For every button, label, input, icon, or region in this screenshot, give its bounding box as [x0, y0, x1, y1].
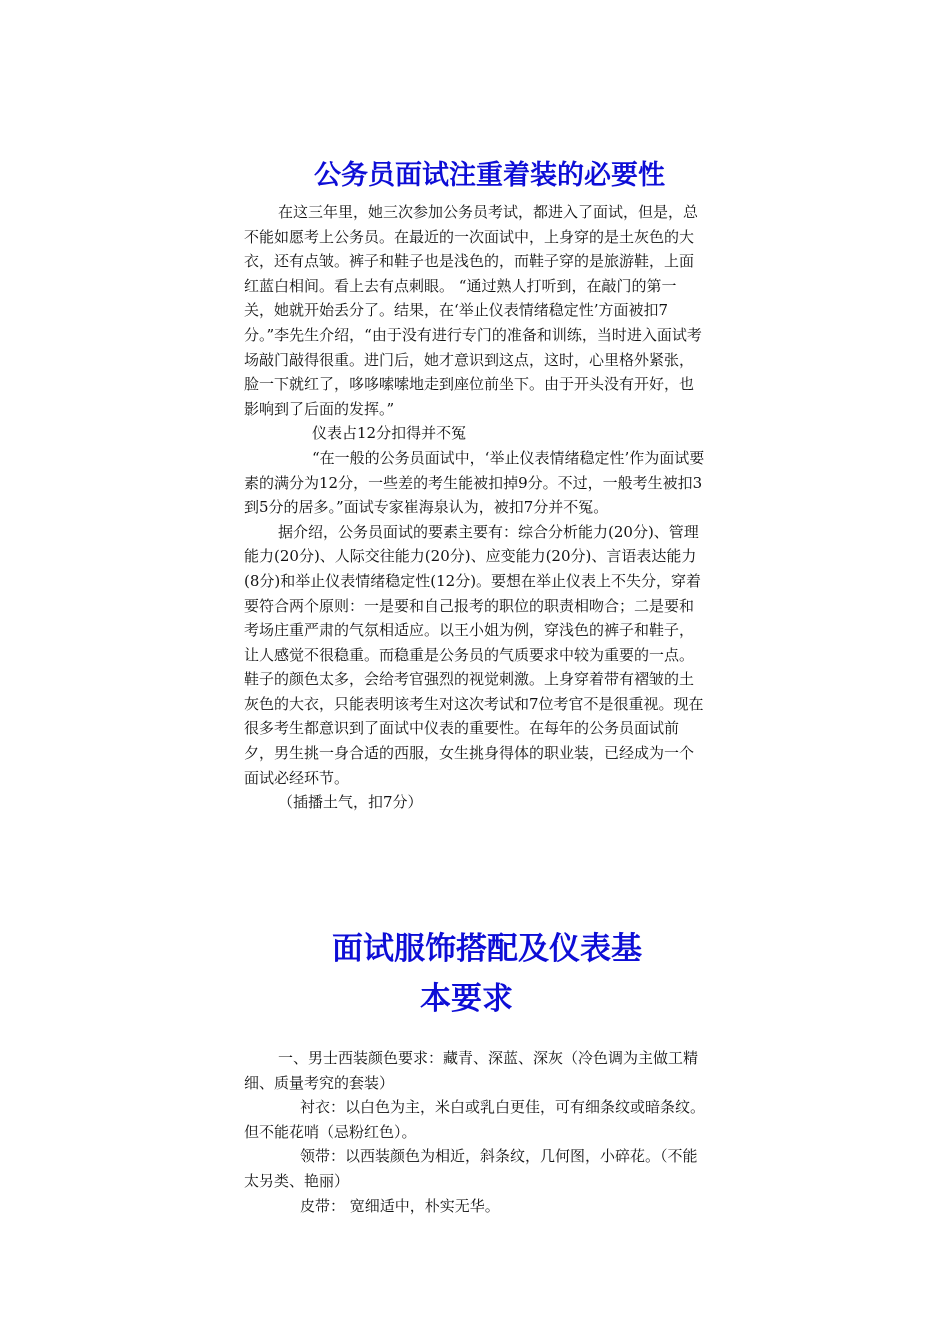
- item-suit-color: 一、男士西装颜色要求：藏青、深蓝、深灰（冷色调为主做工精细、质量考究的套装）: [244, 1049, 699, 1092]
- section2-title-line2: 本要求: [420, 981, 513, 1017]
- caption: （插播土气，扣7分）: [278, 793, 423, 812]
- section1-body: [244, 200, 706, 815]
- paragraph-1: 在这三年里，她三次参加公务员考试，都进入了面试，但是，总不能如愿考上公务员。在最近的一次面试中，上身穿的是土灰色的大衣，还有点皱。裤子和鞋子也是浅色的，而鞋子穿的是旅游鞋，上面红蓝白相间。看上去有点刺眼。 “通过熟人打听到，在敲门的第一关，她就开始丢分了。结果，在‘举止仪表情绪稳定性’方面被扣7分。”李先生介绍，“由于没有进行专门的准备和训练，当时进入面试考场敲门敲得很重。进门后，她才意识到这点，这时，心里格外紧张，脸一下就红了，哆哆嗦嗦地走到座位前坐下。由于开头没有开好，也影响到了后面的发挥。”: [244, 203, 702, 418]
- subheading: 仪表占12分扣得并不冤: [312, 424, 467, 443]
- section1-title: 公务员面试注重着装的必要性: [314, 160, 665, 191]
- section2-body: [244, 1046, 706, 1218]
- section2-title-line1: 面试服饰搭配及仪表基: [332, 931, 642, 967]
- paragraph-3: 据介绍，公务员面试的要素主要有：综合分析能力(20分)、管理能力(20分)、人际交往能力(20分)、应变能力(20分)、言语表达能力(8分)和举止仪表情绪稳定性(12分)。要想在举止仪表上不失分，穿着要符合两个原则：一是要和自己报考的职位的职责相吻合；二是要和考场庄重严肃的气氛相适应。以王小姐为例，穿浅色的裤子和鞋子，让人感觉不很稳重。而稳重是公务员的气质要求中较为重要的一点。鞋子的颜色太多，会给考官强烈的视觉刺激。上身穿着带有褶皱的土灰色的大衣，只能表明该考生对这次考试和7位考官不是很重视。现在很多考生都意识到了面试中仪表的重要性。在每年的公务员面试前夕，男生挑一身合适的西服，女生挑身得体的职业装，已经成为一个面试必经环节。: [244, 522, 704, 787]
- paragraph-2: “在一般的公务员面试中，‘举止仪表情绪稳定性’作为面试要素的满分为12分，一些差的考生能被扣掉9分。不过，一般考生被扣3到5分的居多。”面试专家崔海泉认为，被扣7分并不冤。: [244, 448, 705, 517]
- item-belt: 皮带： 宽细适中，朴实无华。: [300, 1196, 500, 1215]
- item-tie: 领带：以西装颜色为相近，斜条纹，几何图，小碎花。（不能太另类、艳丽）: [244, 1147, 698, 1190]
- item-shirt: 衬衣：以白色为主，米白或乳白更佳，可有细条纹或暗条纹。但不能花哨（忌粉红色）。: [244, 1098, 706, 1141]
